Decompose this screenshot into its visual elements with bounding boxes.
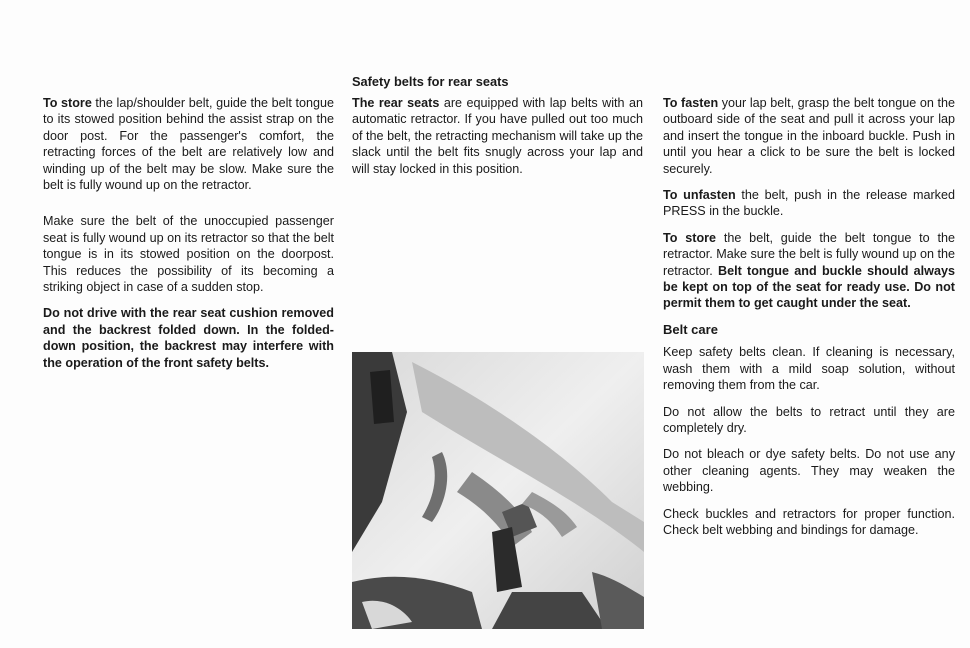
store-belt-lead: To store	[663, 230, 717, 245]
care-check-paragraph: Check buckles and retractors for proper function. Check belt webbing and bindings for damage.	[663, 506, 955, 537]
fasten-lead: To fasten	[663, 96, 719, 110]
fasten-paragraph	[663, 95, 955, 177]
rear-seat-warning	[43, 305, 334, 371]
unfasten-text: the belt, push in the release marked PRESS in the buckle.	[663, 188, 955, 219]
rear-seat-warning-text: Do not drive with the rear seat cushion removed and the backrest folded down. In the folded-down position, the backrest may interfere with the operation of the front safety belts.	[43, 306, 334, 370]
left-column	[43, 95, 334, 381]
lap-belt-photo	[352, 352, 644, 629]
rear-seats-text: are equipped with lap belts with an automatic retractor. If you have pulled out too much of the belt, the retracting mechanism will take up the slack until the belt fits snugly across your lap and will stay locked in this position.	[352, 96, 643, 176]
fasten-text: your lap belt, grasp the belt tongue on the outboard side of the seat and pull it across your lap and insert the tongue in the inboard buckle. Push in until you hear a click to be sure the belt is locked securely.	[663, 96, 956, 176]
store-lead: To store	[43, 96, 92, 110]
care-clean-paragraph: Keep safety belts clean. If cleaning is necessary, wash them with a mild soap solution, without removing them from the car.	[663, 345, 955, 393]
rear-seats-lead: The rear seats	[352, 96, 440, 110]
belt-care-heading: Belt care	[663, 321, 718, 337]
unoccupied-seat-paragraph: Make sure the belt of the unoccupied passenger seat is fully wound up on its retractor so that the belt tongue is in its stowed position on the doorpost. This reduces the possibility of its becoming a striking object in case of a sudden stop.	[43, 214, 334, 295]
unfasten-paragraph	[663, 187, 955, 220]
rear-seats-paragraph	[352, 95, 643, 177]
lap-belt-illustration	[352, 352, 644, 629]
middle-column	[352, 95, 643, 187]
store-text: the lap/shoulder belt, guide the belt tongue to its stowed position behind the assist strap on the door post. For the passenger's comfort, the retracting forces of the belt are relatively low and winding up of the belt may be slow. Make sure the belt is fully wound up on the retractor.	[43, 96, 334, 193]
store-belt-text: the belt, guide the belt tongue to the retractor. Make sure the belt is fully wound up on the retractor.	[663, 230, 955, 278]
store-belt-paragraph	[663, 230, 955, 312]
right-column	[663, 95, 955, 548]
unfasten-lead: To unfasten	[663, 188, 736, 203]
store-lap-shoulder-paragraph	[43, 95, 334, 193]
care-bleach-paragraph: Do not bleach or dye safety belts. Do not use any other cleaning agents. They may weaken the webbing.	[663, 447, 955, 495]
care-dry-paragraph: Do not allow the belts to retract until they are completely dry.	[663, 404, 955, 435]
rear-seat-belts-heading: Safety belts for rear seats	[352, 74, 509, 89]
store-belt-warning: Belt tongue and buckle should always be kept on top of the seat for ready use. Do not permit them to get caught under the seat.	[663, 263, 955, 311]
